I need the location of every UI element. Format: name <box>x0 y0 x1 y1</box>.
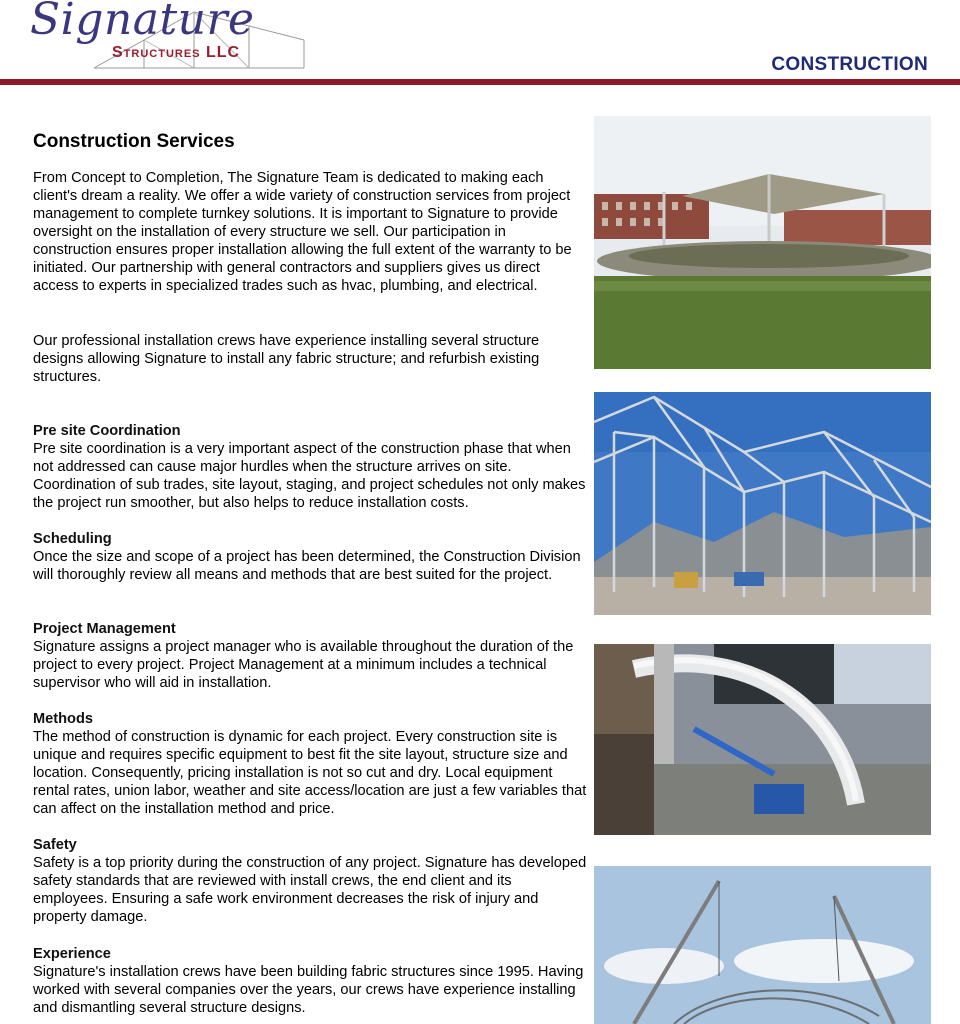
intro-paragraph-2: Our professional installation crews have experience installing several structure designs allowing Signature to install any fabric structure; and refurbish existing structures. <box>33 333 540 385</box>
photo-fabric-canopy <box>594 116 931 369</box>
section-title-presite: Pre site Coordination <box>33 423 181 439</box>
section-label: CONSTRUCTION <box>771 54 928 75</box>
section-body-scheduling: Once the size and scope of a project has been determined, the Construction Division will thoroughly review all means and methods that are best suited for the project. <box>33 549 581 583</box>
intro-paragraph-1: From Concept to Completion, The Signature Team is dedicated to making each client's dream a reality. We offer a wide variety of construction services from project management to complete turnkey solutions. It is important to Signature to provide oversight on the installation of every structure we sell. Our participation in construction ensures proper installation allowing the full extent of the warranty to be initiated. Our partnership with general contractors and suppliers gives us direct access to experts in specialized trades such as hvac, plumbing, and electrical. <box>33 170 572 294</box>
section-title-scheduling: Scheduling <box>33 531 112 547</box>
section-title-experience: Experience <box>33 946 111 962</box>
header-rule <box>0 79 960 85</box>
section-body-presite: Pre site coordination is a very important aspect of the construction phase that when not addressed can cause major hurdles when the structure arrives on site. Coordination of sub trades, site layout, staging, and project schedules not only makes the project run smoother, but also helps to reduce installation costs. <box>33 441 586 511</box>
section-title-project-management: Project Management <box>33 621 176 637</box>
logo-script-text: Signature <box>30 0 255 45</box>
page-header <box>0 0 960 88</box>
photo-crane-lift <box>594 866 931 1024</box>
section-body-safety: Safety is a top priority during the construction of any project. Signature has developed safety standards that are reviewed with install crews, the end client and its employees. Ensuring a safe work environment decreases the risk of injury and property damage. <box>33 855 587 925</box>
photo-steel-frame-icon <box>594 392 931 615</box>
photo-curved-arch-icon <box>594 644 931 835</box>
photo-steel-frame <box>594 392 931 615</box>
section-body-methods: The method of construction is dynamic for each project. Every construction site is unique and requires specific equipment to best fit the site layout, structure size and location. Consequently, pricing installation is not so cut and dry. Local equipment rental rates, union labor, weather and site access/location are just a few variables that can affect on the installation method and price. <box>33 729 587 817</box>
section-body-experience: Signature's installation crews have been building fabric structures since 1995. Having worked with several companies over the years, our crews have experience installing and dismantling several structure designs. <box>33 964 584 1016</box>
photo-curved-arch <box>594 644 931 835</box>
company-logo[interactable] <box>24 0 324 75</box>
section-body-project-management: Signature assigns a project manager who is available throughout the duration of the project to every project. Project Management at a minimum includes a technical supervisor who will aid in installation. <box>33 639 574 691</box>
section-title-methods: Methods <box>33 711 93 727</box>
page-title: Construction Services <box>33 131 235 152</box>
photo-crane-lift-icon <box>594 866 931 1024</box>
logo-subtitle: Structures LLC <box>112 44 241 61</box>
photo-fabric-canopy-icon <box>594 116 931 369</box>
section-title-safety: Safety <box>33 837 77 853</box>
